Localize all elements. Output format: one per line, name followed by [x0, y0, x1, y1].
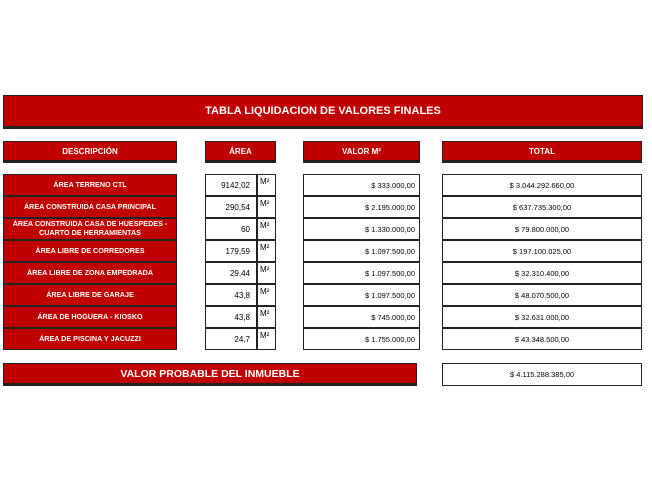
row-area: 179,59: [205, 240, 257, 262]
row-area: 9142,02: [205, 174, 257, 196]
row-total: $ 32.631.000,00: [442, 306, 642, 328]
header-valor: VALOR M²: [303, 141, 420, 163]
table-row: [0, 262, 652, 284]
table-row: [0, 196, 652, 218]
row-unit: M²: [257, 218, 276, 240]
row-description: ÁREA LIBRE DE CORREDORES: [3, 240, 177, 262]
row-description: ÁREA CONSTRUIDA CASA PRINCIPAL: [3, 196, 177, 218]
final-value-amount: $ 4.115.288.385,00: [442, 363, 642, 386]
row-unit: M²: [257, 196, 276, 218]
table-row: [0, 306, 652, 328]
table-row: [0, 218, 652, 240]
row-total: $ 197.100.025,00: [442, 240, 642, 262]
row-total: $ 79.800.000,00: [442, 218, 642, 240]
row-unit: M²: [257, 240, 276, 262]
row-description: ÁREA TERRENO CTL: [3, 174, 177, 196]
row-unit: M²: [257, 328, 276, 350]
table-row: [0, 174, 652, 196]
row-description: ÁREA DE PISCINA Y JACUZZI: [3, 328, 177, 350]
header-total: TOTAL: [442, 141, 642, 163]
row-description: ÁREA CONSTRUIDA CASA DE HUESPEDES - CUARTO DE HERRAMIENTAS: [3, 218, 177, 240]
row-total: $ 3.044.292.660,00: [442, 174, 642, 196]
row-valor: $ 745.000,00: [303, 306, 420, 328]
row-area: 43,8: [205, 306, 257, 328]
row-valor: $ 2.195.000,00: [303, 196, 420, 218]
row-valor: $ 1.330.000,00: [303, 218, 420, 240]
row-area: 29,44: [205, 262, 257, 284]
header-area: ÁREA: [205, 141, 276, 163]
row-area: 290,54: [205, 196, 257, 218]
row-valor: $ 1.097.500,00: [303, 262, 420, 284]
row-description: ÁREA LIBRE DE ZONA EMPEDRADA: [3, 262, 177, 284]
row-unit: M²: [257, 262, 276, 284]
row-valor: $ 1.097.500,00: [303, 240, 420, 262]
row-valor: $ 333.000,00: [303, 174, 420, 196]
row-total: $ 32.310.400,00: [442, 262, 642, 284]
final-value-label: VALOR PROBABLE DEL INMUEBLE: [3, 363, 417, 386]
row-total: $ 48.070.500,00: [442, 284, 642, 306]
row-area: 43,8: [205, 284, 257, 306]
row-unit: M²: [257, 284, 276, 306]
table-row: [0, 240, 652, 262]
row-unit: M²: [257, 306, 276, 328]
row-unit: M²: [257, 174, 276, 196]
row-area: 24,7: [205, 328, 257, 350]
row-total: $ 43.348.500,00: [442, 328, 642, 350]
row-description: ÁREA LIBRE DE GARAJE: [3, 284, 177, 306]
row-valor: $ 1.755.000,00: [303, 328, 420, 350]
table-row: [0, 284, 652, 306]
row-total: $ 637.735.300,00: [442, 196, 642, 218]
table-title: TABLA LIQUIDACION DE VALORES FINALES: [3, 95, 643, 129]
header-descripcion: DESCRIPCIÓN: [3, 141, 177, 163]
table-row: [0, 328, 652, 350]
row-area: 60: [205, 218, 257, 240]
row-description: ÁREA DE HOGUERA - KIOSKO: [3, 306, 177, 328]
row-valor: $ 1.097.500,00: [303, 284, 420, 306]
